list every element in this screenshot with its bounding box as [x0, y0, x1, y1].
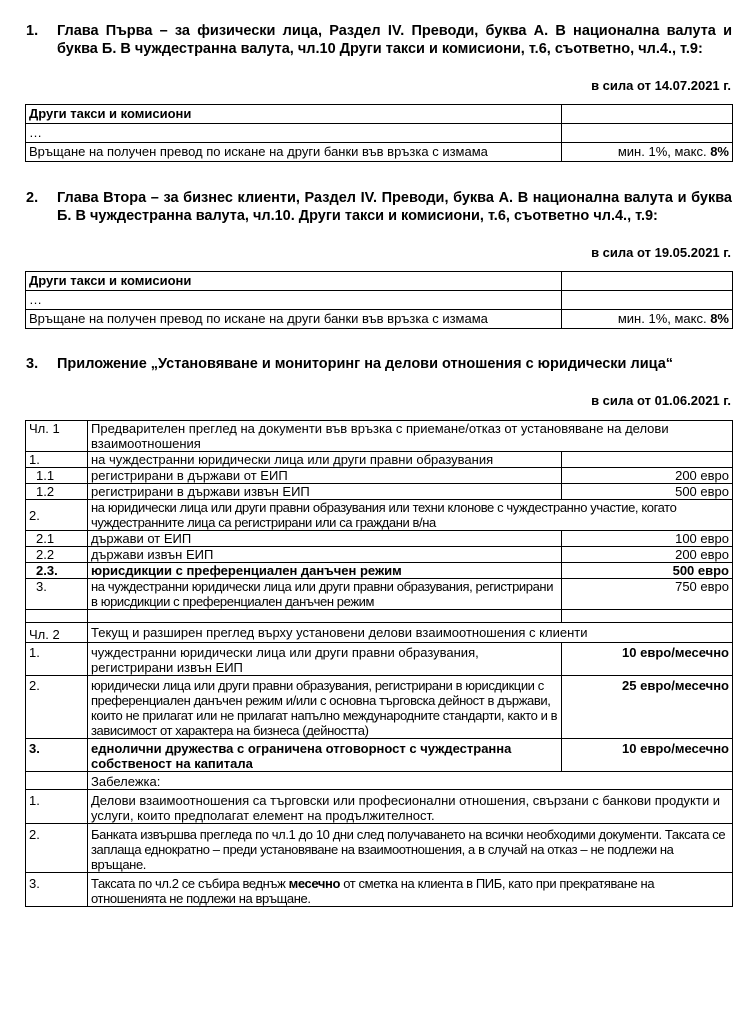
table-row	[26, 623, 733, 643]
section-3-heading: 3. Приложение „Установяване и мониторинг на делови отношения с юридически лица“	[26, 356, 674, 372]
table-row	[26, 610, 733, 623]
section-1-table	[25, 104, 733, 162]
table-row: 2. Банката извършва прегледа по чл.1 до 10 дни след получаването на всички необходими документи. Таксата се заплаща еднократно – преди установяване на взаимоотношения, а в случай на отказ – не подлежи на връщане.	[26, 824, 733, 873]
table-row	[26, 143, 733, 162]
table-row: 1.2 регистрирани в държави извън ЕИП 500 евро	[26, 484, 733, 500]
table-row: 1.1 регистрирани в държави от ЕИП 200 евро	[26, 468, 733, 484]
table-header: Други такси и комисиони	[26, 105, 562, 124]
row-label: Връщане на получен превод по искане на други банки във връзка с измама	[26, 143, 562, 162]
appendix-table	[25, 420, 733, 907]
section-2-effective-date: в сила от 19.05.2021 г.	[591, 245, 731, 260]
table-row: 2. на юридически лица или други правни образувания или техни клонове с чуждестранно участие, когато чуждестранните лица са регистрирани или са граждани в/на	[26, 500, 733, 531]
ellipsis: …	[26, 291, 562, 310]
table-row	[26, 272, 733, 291]
table-row: 3. еднолични дружества с ограничена отговорност с чуждестранна собственост на капитала 10 евро/месечно	[26, 739, 733, 772]
section-3-effective-date: в сила от 01.06.2021 г.	[591, 393, 731, 408]
row-label: Връщане на получен превод по искане на други банки във връзка с измама	[26, 310, 562, 329]
row-value: мин. 1%, макс. 8%	[562, 143, 733, 162]
table-row: 2. юридически лица или други правни образувания, регистрирани в юрисдикции с преференциален данъчен режим и/или с основна търговска дейност в държави, които не прилагат или не прилагат напълно международните стандарти, както и в зависимост от характера на бизнеса (дейността) 25 евро/месечно	[26, 676, 733, 739]
article-title: Предварителен преглед на документи във връзка с приемане/отказ от установяване на делови взаимоотношения	[88, 421, 733, 452]
table-row	[26, 291, 733, 310]
ellipsis: …	[26, 124, 562, 143]
table-row	[26, 772, 733, 790]
table-row: 2.1 държави от ЕИП 100 евро	[26, 531, 733, 547]
table-row: 2.2 държави извън ЕИП 200 евро	[26, 547, 733, 563]
article-label: Чл. 2	[26, 623, 88, 643]
table-header: Други такси и комисиони	[26, 272, 562, 291]
table-row: 2.3. юрисдикции с преференциален данъчен режим 500 евро	[26, 563, 733, 579]
section-1-effective-date: в сила от 14.07.2021 г.	[591, 78, 731, 93]
section-2-table	[25, 271, 733, 329]
table-row: 1. на чуждестранни юридически лица или други правни образувания	[26, 452, 733, 468]
article-title: Текущ и разширен преглед върху установени делови взаимоотношения с клиенти	[88, 623, 733, 643]
notes-title: Забележка:	[88, 772, 733, 790]
table-row	[26, 105, 733, 124]
table-row: 3. на чуждестранни юридически лица или други правни образувания, регистрирани в юрисдикции с преференциален данъчен режим 750 евро	[26, 579, 733, 610]
table-row	[26, 124, 733, 143]
table-row	[26, 310, 733, 329]
section-1-heading: 1. Глава Първа – за физически лица, Раздел IV. Преводи, буква А. В национална валута и буква Б. В чуждестранна валута, чл.10 Други такси и комисиони, т.6, съответно, чл.4., т.9:	[26, 23, 732, 57]
table-row: 1. Делови взаимоотношения са търговски или професионални отношения, свързани с банкови продукти и услуги, които предполагат елемент на продължителност.	[26, 790, 733, 824]
row-value: мин. 1%, макс. 8%	[562, 310, 733, 329]
table-row: 1. чуждестранни юридически лица или други правни образувания, регистрирани извън ЕИП 10 евро/месечно	[26, 643, 733, 676]
article-label: Чл. 1	[26, 421, 88, 452]
section-2-heading: 2. Глава Втора – за бизнес клиенти, Раздел IV. Преводи, буква А. В национална валута и буква Б. В чуждестранна валута, чл.10. Други такси и комисиони, т.6, съответно чл.4., т.9:	[26, 190, 732, 224]
table-row: 3. Таксата по чл.2 се събира веднъж месечно от сметка на клиента в ПИБ, като при прекратяване на отношенията не подлежи на връщане.	[26, 873, 733, 907]
table-row	[26, 421, 733, 452]
